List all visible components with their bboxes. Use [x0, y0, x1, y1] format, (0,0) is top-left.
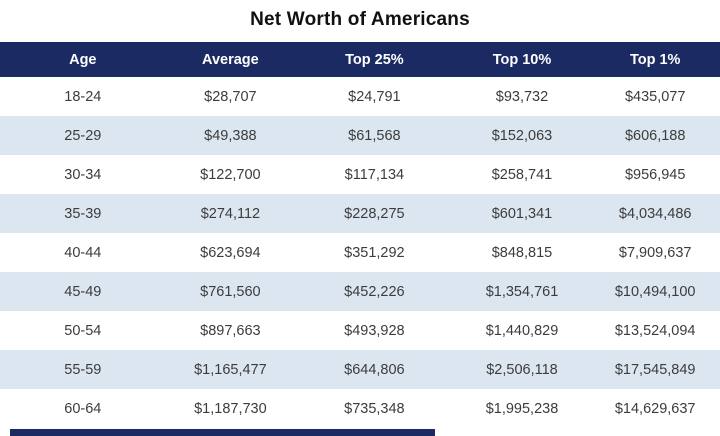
top10-cell: $1,995,238	[454, 389, 591, 428]
net-worth-table	[0, 42, 720, 428]
top10-cell: $601,341	[454, 194, 591, 233]
top10-cell: $93,732	[454, 77, 591, 116]
top10-cell: $1,354,761	[454, 272, 591, 311]
top1-cell: $13,524,094	[590, 311, 720, 350]
top1-cell: $606,188	[590, 116, 720, 155]
table-row	[0, 116, 720, 155]
table-row	[0, 272, 720, 311]
table-header-row	[0, 42, 720, 77]
top10-cell: $2,506,118	[454, 350, 591, 389]
age-cell: 40-44	[0, 233, 166, 272]
top1-cell: $17,545,849	[590, 350, 720, 389]
table-row	[0, 155, 720, 194]
average-cell: $122,700	[166, 155, 296, 194]
average-cell: $897,663	[166, 311, 296, 350]
top1-cell: $14,629,637	[590, 389, 720, 428]
age-cell: 55-59	[0, 350, 166, 389]
top25-cell: $24,791	[295, 77, 453, 116]
top1-cell: $956,945	[590, 155, 720, 194]
top25-cell: $644,806	[295, 350, 453, 389]
top1-cell: $4,034,486	[590, 194, 720, 233]
age-cell: 50-54	[0, 311, 166, 350]
top25-cell: $735,348	[295, 389, 453, 428]
table-row	[0, 311, 720, 350]
top10-cell: $152,063	[454, 116, 591, 155]
average-cell: $623,694	[166, 233, 296, 272]
age-cell: 18-24	[0, 77, 166, 116]
age-cell: 25-29	[0, 116, 166, 155]
top1-cell: $7,909,637	[590, 233, 720, 272]
average-cell: $1,165,477	[166, 350, 296, 389]
average-cell: $28,707	[166, 77, 296, 116]
table-row	[0, 389, 720, 428]
table-row	[0, 233, 720, 272]
column-header-top10: Top 10%	[454, 42, 591, 77]
column-header-age: Age	[0, 42, 166, 77]
average-cell: $274,112	[166, 194, 296, 233]
page-title: Net Worth of Americans	[250, 9, 470, 30]
top1-cell: $10,494,100	[590, 272, 720, 311]
table-row	[0, 194, 720, 233]
age-cell: 60-64	[0, 389, 166, 428]
top25-cell: $351,292	[295, 233, 453, 272]
age-cell: 35-39	[0, 194, 166, 233]
column-header-top1: Top 1%	[590, 42, 720, 77]
top10-cell: $848,815	[454, 233, 591, 272]
column-header-top25: Top 25%	[295, 42, 453, 77]
top25-cell: $452,226	[295, 272, 453, 311]
top25-cell: $117,134	[295, 155, 453, 194]
top10-cell: $258,741	[454, 155, 591, 194]
average-cell: $761,560	[166, 272, 296, 311]
average-cell: $49,388	[166, 116, 296, 155]
age-cell: 45-49	[0, 272, 166, 311]
top1-cell: $435,077	[590, 77, 720, 116]
top25-cell: $61,568	[295, 116, 453, 155]
table-row	[0, 77, 720, 116]
top25-cell: $228,275	[295, 194, 453, 233]
age-cell: 30-34	[0, 155, 166, 194]
column-header-average: Average	[166, 42, 296, 77]
top10-cell: $1,440,829	[454, 311, 591, 350]
top25-cell: $493,928	[295, 311, 453, 350]
cropped-bottom-bar	[10, 429, 435, 436]
average-cell: $1,187,730	[166, 389, 296, 428]
table-row	[0, 350, 720, 389]
